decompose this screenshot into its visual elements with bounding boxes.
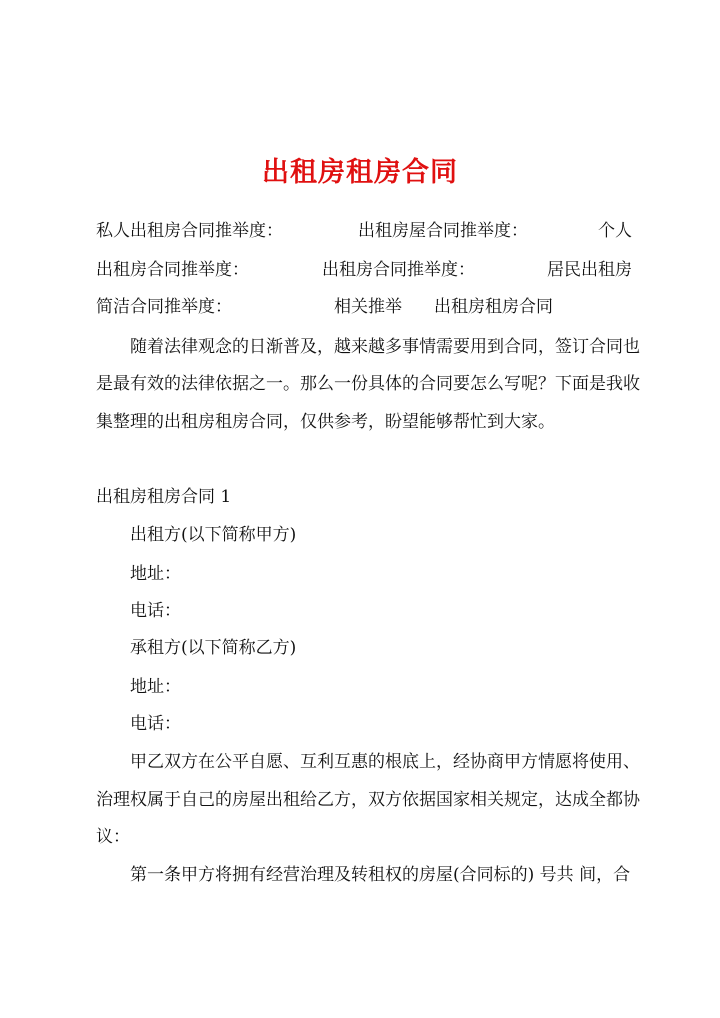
recommend-link[interactable]: 出租房合同推举度：	[96, 260, 249, 280]
recommend-link[interactable]: 出租房屋合同推举度：	[358, 221, 528, 241]
lessor-address-field: 地址：	[130, 564, 181, 584]
lessor-phone-field: 电话：	[130, 601, 181, 621]
article-1-line: 第一条甲方将拥有经营治理及转租权的房屋(合同标的) 号共 间，合	[130, 865, 631, 885]
intro-line: 是最有效的法律依据之一。那么一份具体的合同要怎么写呢？下面是我收	[96, 374, 640, 394]
recommend-link[interactable]: 私人出租房合同推举度：	[96, 221, 283, 241]
agreement-line: 治理权属于自己的房屋出租给乙方，双方依据国家相关规定，达成全都协	[96, 790, 640, 810]
intro-line: 集整理的出租房租房合同，仅供参考，盼望能够帮忙到大家。	[96, 412, 555, 432]
lessee-field: 承租方(以下简称乙方)	[130, 638, 297, 658]
document-title: 出租房租房合同	[262, 157, 458, 188]
related-recommend-label: 相关推举	[334, 297, 402, 317]
intro-line: 随着法律观念的日渐普及，越来越多事情需要用到合同，签订合同也	[130, 337, 640, 357]
recommend-link[interactable]: 个人	[598, 221, 632, 241]
recommend-link[interactable]: 出租房合同推举度：	[322, 260, 475, 280]
agreement-line: 甲乙双方在公平自愿、互利互惠的根底上，经协商甲方情愿将使用、	[130, 752, 640, 772]
agreement-line: 议：	[96, 827, 130, 847]
section-title: 出租房租房合同 1	[96, 487, 232, 507]
lessor-field: 出租方(以下简称甲方)	[130, 525, 297, 545]
recommend-link[interactable]: 出租房租房合同	[434, 297, 553, 317]
recommend-link[interactable]: 简洁合同推举度：	[96, 297, 232, 317]
lessee-phone-field: 电话：	[130, 714, 181, 734]
recommend-link[interactable]: 居民出租房	[547, 260, 632, 280]
lessee-address-field: 地址：	[130, 677, 181, 697]
